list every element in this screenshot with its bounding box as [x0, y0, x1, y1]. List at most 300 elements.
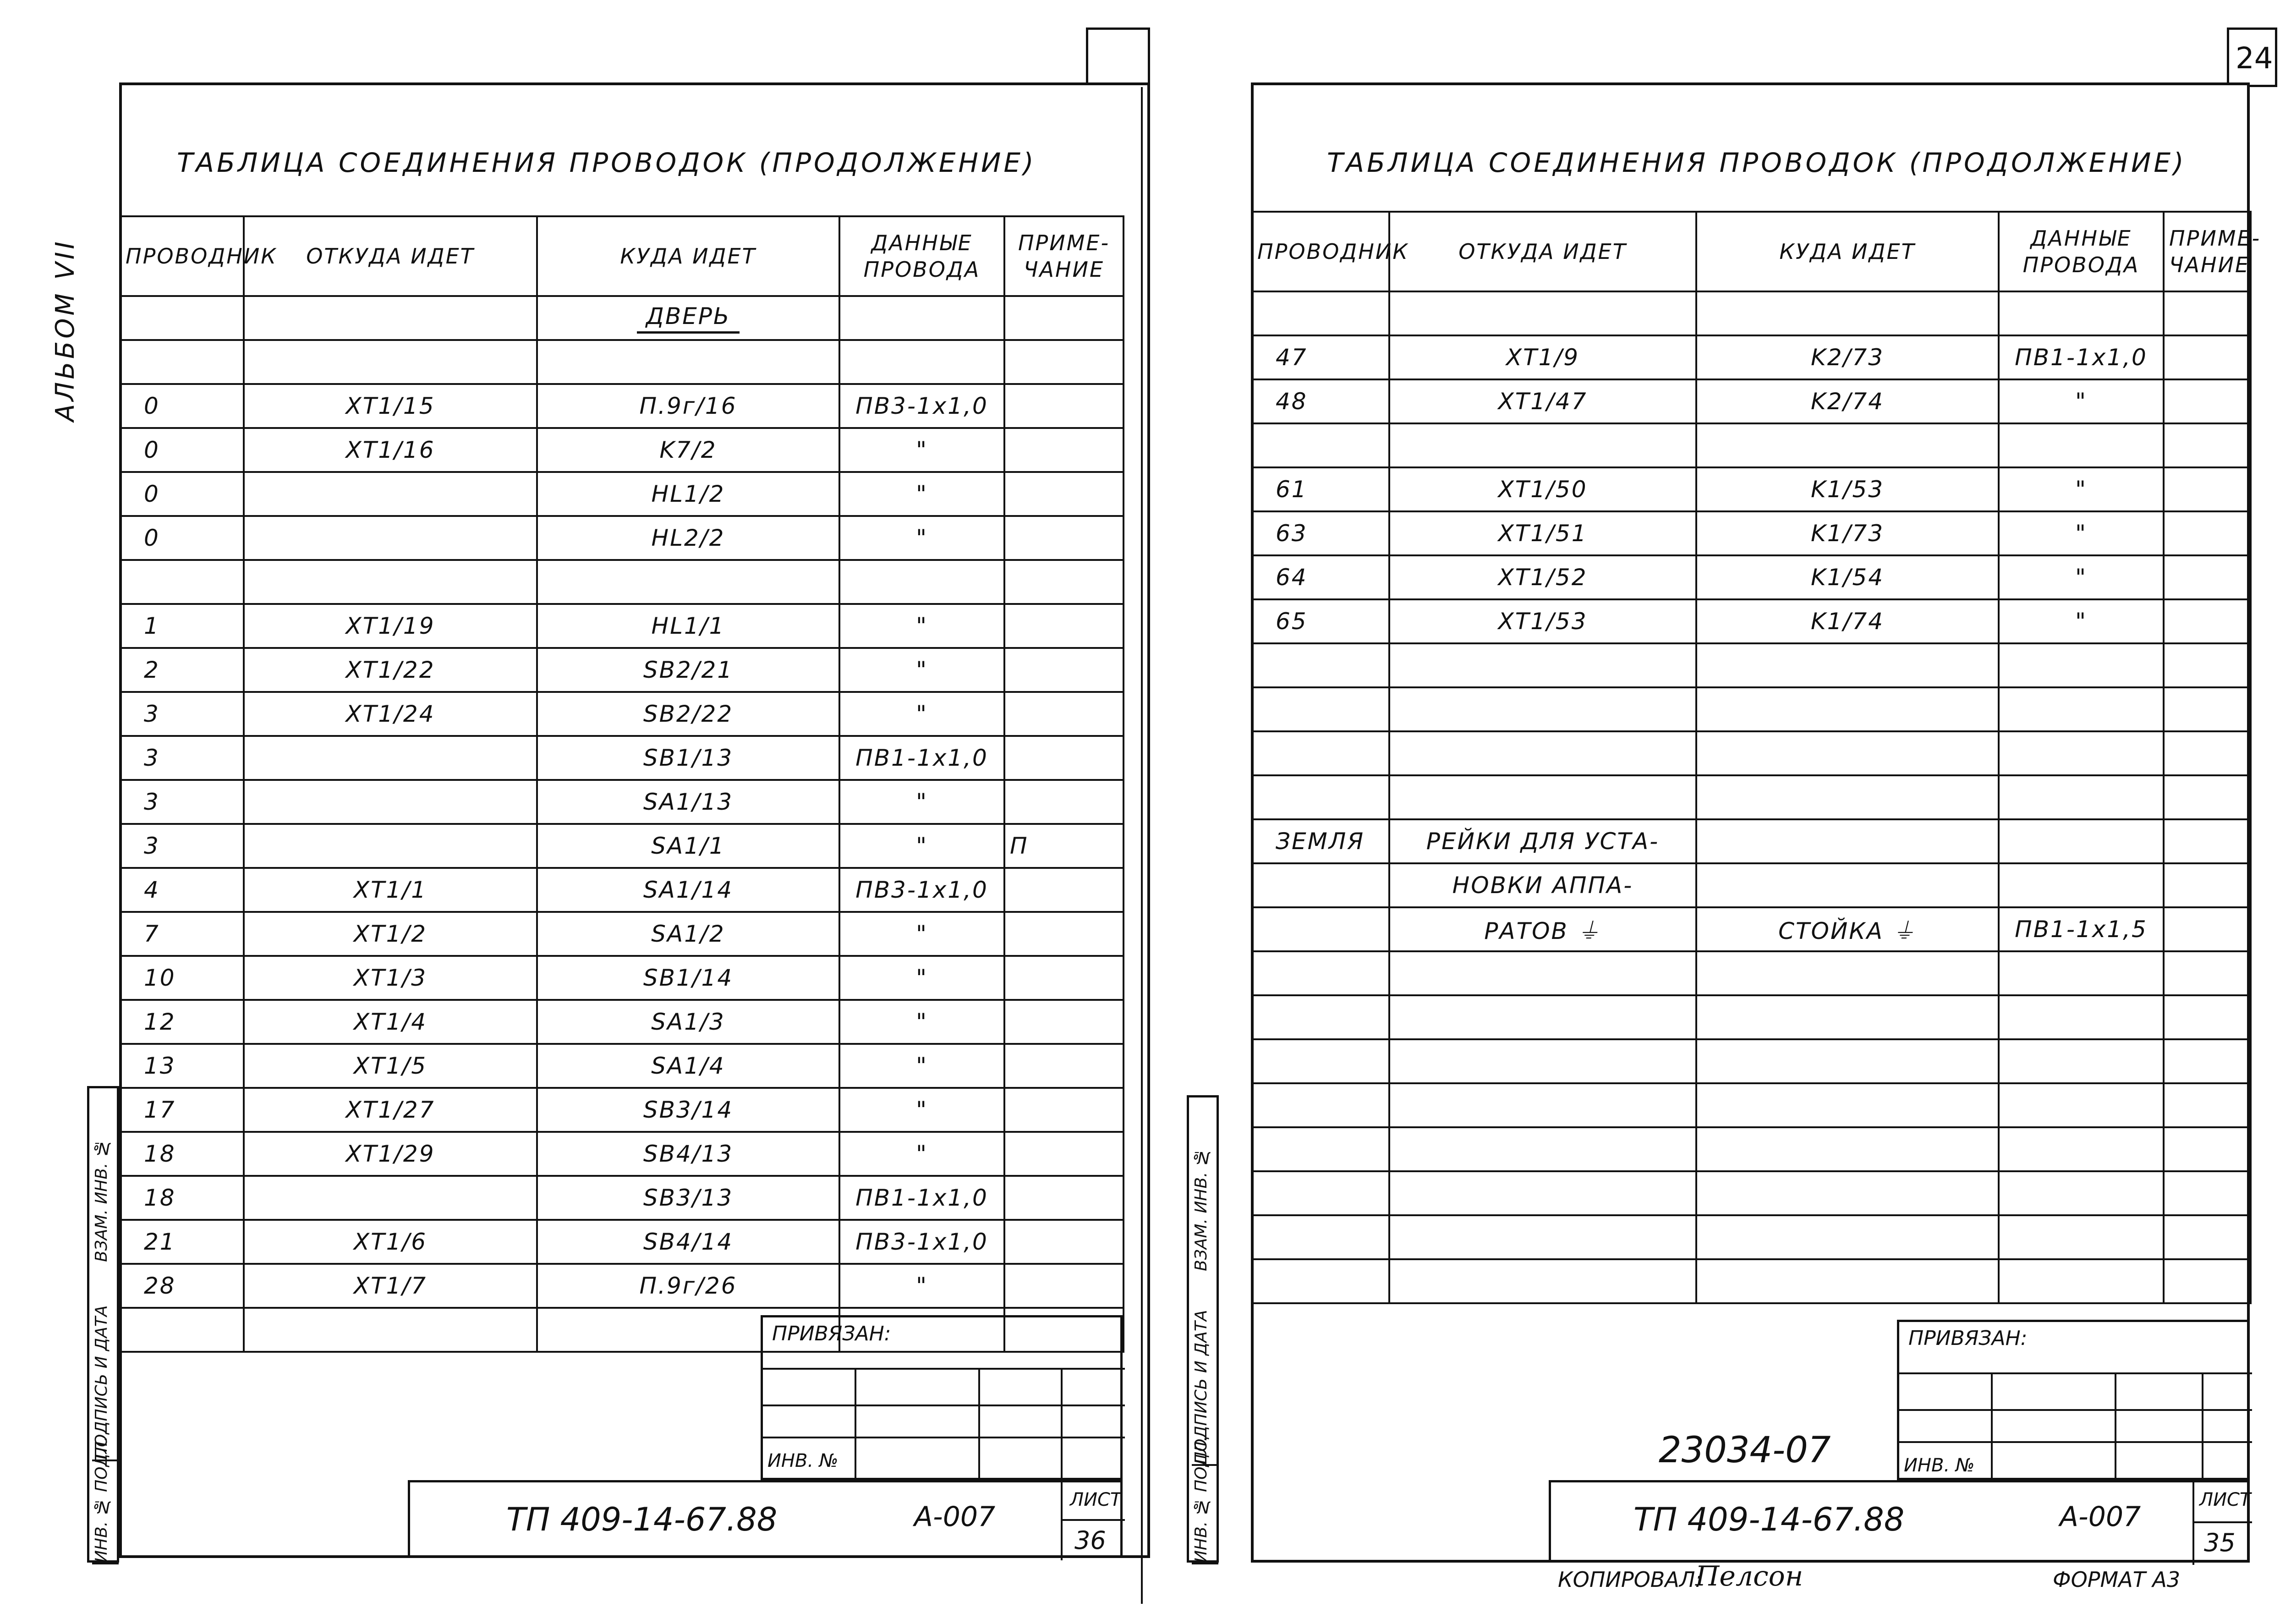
- note-cell: [2164, 1083, 2251, 1127]
- wire-cell: ": [839, 428, 1004, 472]
- wire-cell: [1999, 1127, 2164, 1171]
- note-cell: П: [1004, 824, 1124, 868]
- from-cell: XT1/6: [244, 1220, 537, 1264]
- to-cell: SA1/13: [537, 780, 839, 824]
- note-cell: [1004, 472, 1124, 516]
- header-from: ОТКУДА ИДЕТ: [244, 216, 537, 296]
- from-cell: [1389, 1259, 1696, 1303]
- note-cell: [2164, 1171, 2251, 1215]
- conductor-cell: [1252, 1215, 1389, 1259]
- to-cell: П.9г/16: [537, 384, 839, 428]
- table-row: [120, 428, 1124, 472]
- from-cell: XT1/3: [244, 956, 537, 1000]
- table-row: [1252, 951, 2251, 995]
- from-cell: [1389, 995, 1696, 1039]
- note-cell: [1004, 1000, 1124, 1044]
- to-cell: HL1/1: [537, 604, 839, 648]
- album-label: АЛЬБОМ VII: [50, 239, 80, 422]
- wire-cell: ПВ3-1x1,0: [839, 1220, 1004, 1264]
- wire-cell: [1999, 1083, 2164, 1127]
- left-title: ТАБЛИЦА СОЕДИНЕНИЯ ПРОВОДОК (ПРОДОЛЖЕНИЕ): [177, 147, 1036, 178]
- to-cell: [1696, 1039, 1999, 1083]
- conductor-cell: 13: [120, 1044, 244, 1088]
- copied-by-signature: Пелсон: [1695, 1560, 1803, 1592]
- table-row: [120, 560, 1124, 604]
- conductor-cell: [1252, 995, 1389, 1039]
- header-conductor: ПРОВОДНИК: [120, 216, 244, 296]
- wire-cell: ": [839, 1264, 1004, 1308]
- table-row: [1252, 995, 2251, 1039]
- to-cell: SA1/1: [537, 824, 839, 868]
- table-row: [120, 1132, 1124, 1176]
- table-row: [1252, 511, 2251, 555]
- conductor-cell: [1252, 1039, 1389, 1083]
- copied-by-label: КОПИРОВАЛ:: [1558, 1567, 1702, 1592]
- wire-cell: ": [839, 956, 1004, 1000]
- from-cell: XT1/47: [1389, 379, 1696, 423]
- conductor-cell: 10: [120, 956, 244, 1000]
- table-row: [1252, 379, 2251, 423]
- from-cell: XT1/29: [244, 1132, 537, 1176]
- sheet-number: 35: [2204, 1528, 2236, 1557]
- conductor-cell: [1252, 863, 1389, 907]
- note-cell: [2164, 731, 2251, 775]
- from-cell: XT1/15: [244, 384, 537, 428]
- from-cell: [244, 340, 537, 384]
- side-label-vzam: ВЗАМ. ИНВ. №: [1192, 1148, 1211, 1272]
- conductor-cell: 17: [120, 1088, 244, 1132]
- table-row: [1252, 863, 2251, 907]
- conductor-cell: ЗЕМЛЯ: [1252, 819, 1389, 863]
- note-cell: [2164, 423, 2251, 467]
- to-cell: П.9г/26: [537, 1264, 839, 1308]
- table-row: [1252, 907, 2251, 951]
- to-cell: K1/54: [1696, 555, 1999, 599]
- conductor-cell: [1252, 643, 1389, 687]
- table-row: [120, 340, 1124, 384]
- table-row: [1252, 423, 2251, 467]
- table-row: [1252, 775, 2251, 819]
- note-cell: [2164, 951, 2251, 995]
- to-cell: [1696, 819, 1999, 863]
- from-cell: XT1/52: [1389, 555, 1696, 599]
- right-title: ТАБЛИЦА СОЕДИНЕНИЯ ПРОВОДОК (ПРОДОЛЖЕНИЕ): [1327, 147, 2187, 178]
- to-cell: SB4/14: [537, 1220, 839, 1264]
- conductor-cell: 4: [120, 868, 244, 912]
- table-row: [120, 1088, 1124, 1132]
- conductor-cell: [1252, 1171, 1389, 1215]
- to-cell: K1/74: [1696, 599, 1999, 643]
- note-cell: [1004, 604, 1124, 648]
- from-cell: [244, 560, 537, 604]
- wire-cell: ": [839, 1000, 1004, 1044]
- conductor-cell: [120, 560, 244, 604]
- wire-cell: ": [839, 604, 1004, 648]
- table-row: [1252, 599, 2251, 643]
- to-cell: СТОЙКА ⏚: [1696, 907, 1999, 951]
- wire-cell: [1999, 731, 2164, 775]
- section-heading: ДВЕРЬ: [637, 303, 740, 334]
- to-cell: HL2/2: [537, 516, 839, 560]
- conductor-cell: 3: [120, 824, 244, 868]
- table-row: [120, 604, 1124, 648]
- conductor-cell: [1252, 775, 1389, 819]
- table-row: [120, 824, 1124, 868]
- from-cell: [1389, 643, 1696, 687]
- note-cell: [2164, 819, 2251, 863]
- table-row: [120, 780, 1124, 824]
- conductor-cell: 47: [1252, 335, 1389, 379]
- wire-cell: ": [839, 648, 1004, 692]
- conductor-cell: [1252, 1127, 1389, 1171]
- to-cell: [1696, 291, 1999, 335]
- conductor-cell: 0: [120, 428, 244, 472]
- table-row: [1252, 643, 2251, 687]
- header-note: ПРИМЕ-ЧАНИЕ: [2164, 212, 2251, 291]
- wire-cell: ": [1999, 511, 2164, 555]
- wire-cell: [839, 340, 1004, 384]
- conductor-cell: 18: [120, 1176, 244, 1220]
- table-row: [120, 692, 1124, 736]
- conductor-cell: [120, 1308, 244, 1352]
- wire-cell: [1999, 643, 2164, 687]
- to-cell: SA1/14: [537, 868, 839, 912]
- to-cell: [1696, 687, 1999, 731]
- wire-cell: ПВ3-1x1,0: [839, 868, 1004, 912]
- from-cell: [244, 516, 537, 560]
- header-conductor: ПРОВОДНИК: [1252, 212, 1389, 291]
- from-cell: [1389, 1215, 1696, 1259]
- wire-cell: [1999, 1039, 2164, 1083]
- from-cell: [244, 1176, 537, 1220]
- conductor-cell: 3: [120, 780, 244, 824]
- to-cell: SB2/22: [537, 692, 839, 736]
- to-cell: K7/2: [537, 428, 839, 472]
- wire-cell: ": [839, 1132, 1004, 1176]
- note-cell: [1004, 780, 1124, 824]
- wire-cell: [1999, 863, 2164, 907]
- conductor-cell: 48: [1252, 379, 1389, 423]
- conductor-cell: 28: [120, 1264, 244, 1308]
- note-cell: [1004, 868, 1124, 912]
- left-privyazan-box: [761, 1315, 1123, 1480]
- conductor-cell: 63: [1252, 511, 1389, 555]
- to-cell: SB1/14: [537, 956, 839, 1000]
- to-cell: SA1/4: [537, 1044, 839, 1088]
- doc-number: ТП 409-14-67.88: [1633, 1501, 1905, 1538]
- to-cell: HL1/2: [537, 472, 839, 516]
- from-cell: XT1/2: [244, 912, 537, 956]
- note-cell: [1004, 1220, 1124, 1264]
- conductor-cell: 2: [120, 648, 244, 692]
- to-cell: K2/74: [1696, 379, 1999, 423]
- table-row: [1252, 731, 2251, 775]
- table-row: [1252, 1259, 2251, 1303]
- wire-cell: ": [839, 1088, 1004, 1132]
- note-cell: [2164, 379, 2251, 423]
- note-cell: [1004, 956, 1124, 1000]
- to-cell: SA1/3: [537, 1000, 839, 1044]
- table-row: [1252, 687, 2251, 731]
- left-connection-table: [119, 215, 1124, 1353]
- conductor-cell: [1252, 687, 1389, 731]
- table-row: [120, 1220, 1124, 1264]
- header-to: КУДА ИДЕТ: [1696, 212, 1999, 291]
- from-cell: XT1/22: [244, 648, 537, 692]
- from-cell: XT1/51: [1389, 511, 1696, 555]
- conductor-cell: [1252, 951, 1389, 995]
- from-cell: XT1/1: [244, 868, 537, 912]
- note-cell: [1004, 428, 1124, 472]
- right-side-strip: [1187, 1095, 1219, 1563]
- note-cell: [2164, 555, 2251, 599]
- note-cell: [2164, 1215, 2251, 1259]
- note-cell: [1004, 1264, 1124, 1308]
- wire-cell: [1999, 775, 2164, 819]
- note-cell: [2164, 1039, 2251, 1083]
- right-connection-table: [1251, 211, 2261, 1304]
- from-cell: XT1/24: [244, 692, 537, 736]
- note-cell: [2164, 467, 2251, 511]
- note-cell: [2164, 863, 2251, 907]
- to-cell: [1696, 1259, 1999, 1303]
- note-cell: [2164, 1127, 2251, 1171]
- wire-cell: ПВ1-1x1,5: [1999, 907, 2164, 951]
- note-cell: [1004, 1088, 1124, 1132]
- note-cell: [2164, 1259, 2251, 1303]
- doc-number: ТП 409-14-67.88: [506, 1501, 778, 1538]
- table-row: [120, 868, 1124, 912]
- wire-cell: [1999, 291, 2164, 335]
- from-cell: XT1/5: [244, 1044, 537, 1088]
- note-cell: [2164, 995, 2251, 1039]
- side-label-signature: ПОДПИСЬ И ДАТА: [1192, 1322, 1218, 1466]
- header-from: ОТКУДА ИДЕТ: [1389, 212, 1696, 291]
- table-row: [120, 912, 1124, 956]
- from-cell: XT1/9: [1389, 335, 1696, 379]
- side-label-inv-podl: ИНВ. № ПОДЛ.: [1192, 1464, 1218, 1564]
- header-to: КУДА ИДЕТ: [537, 216, 839, 296]
- from-cell: [1389, 775, 1696, 819]
- note-cell: [1004, 692, 1124, 736]
- from-cell: XT1/50: [1389, 467, 1696, 511]
- side-label-vzam: ВЗАМ. ИНВ. №: [92, 1139, 111, 1262]
- conductor-cell: [1252, 1259, 1389, 1303]
- conductor-cell: 64: [1252, 555, 1389, 599]
- to-cell: [1696, 951, 1999, 995]
- header-wire-data: ДАННЫЕ ПРОВОДА: [1999, 212, 2164, 291]
- to-cell: SB4/13: [537, 1132, 839, 1176]
- wire-cell: ": [1999, 379, 2164, 423]
- wire-cell: [1999, 819, 2164, 863]
- order-number: 23034-07: [1659, 1430, 1831, 1471]
- right-title-block: [1549, 1480, 2250, 1563]
- note-cell: [2164, 335, 2251, 379]
- conductor-cell: 3: [120, 692, 244, 736]
- note-cell: [2164, 291, 2251, 335]
- conductor-cell: 0: [120, 472, 244, 516]
- conductor-cell: 61: [1252, 467, 1389, 511]
- from-cell: [1389, 951, 1696, 995]
- privyazan-label: ПРИВЯЗАН:: [1908, 1327, 2028, 1350]
- note-cell: [1004, 384, 1124, 428]
- note-cell: [2164, 599, 2251, 643]
- to-cell: [1696, 731, 1999, 775]
- page-number: 24: [2236, 42, 2273, 76]
- from-cell: XT1/19: [244, 604, 537, 648]
- header-note: ПРИМЕ-ЧАНИЕ: [1004, 216, 1124, 296]
- right-privyazan-box: [1897, 1320, 2250, 1480]
- from-cell: [1389, 687, 1696, 731]
- from-cell: [1389, 1171, 1696, 1215]
- conductor-cell: 1: [120, 604, 244, 648]
- to-cell: [1696, 643, 1999, 687]
- fold-line: [1141, 87, 1143, 1604]
- doc-code: А-007: [2060, 1501, 2141, 1533]
- wire-cell: ": [839, 1044, 1004, 1088]
- doc-code: А-007: [914, 1501, 996, 1533]
- wire-cell: ПВ1-1x1,0: [839, 736, 1004, 780]
- to-cell: [537, 560, 839, 604]
- side-label-signature: ПОДПИСЬ И ДАТА: [92, 1313, 119, 1461]
- conductor-cell: 0: [120, 384, 244, 428]
- wire-cell: ПВ1-1x1,0: [1999, 335, 2164, 379]
- table-row: [1252, 291, 2251, 335]
- table-row: [120, 384, 1124, 428]
- to-cell: SB1/13: [537, 736, 839, 780]
- from-cell: [244, 736, 537, 780]
- table-row: [120, 648, 1124, 692]
- left-side-strip: [87, 1086, 119, 1563]
- wire-cell: ": [839, 692, 1004, 736]
- conductor-cell: [1252, 1083, 1389, 1127]
- from-cell: XT1/53: [1389, 599, 1696, 643]
- to-cell: SB2/21: [537, 648, 839, 692]
- note-cell: [2164, 775, 2251, 819]
- note-cell: [1004, 912, 1124, 956]
- to-cell: SA1/2: [537, 912, 839, 956]
- to-cell: [1696, 1215, 1999, 1259]
- to-cell: K1/73: [1696, 511, 1999, 555]
- from-cell: [244, 824, 537, 868]
- wire-cell: [1999, 1215, 2164, 1259]
- table-row: [1252, 1171, 2251, 1215]
- table-row: [1252, 1215, 2251, 1259]
- table-row: [120, 1000, 1124, 1044]
- to-cell: SB3/14: [537, 1088, 839, 1132]
- wire-cell: [1999, 1171, 2164, 1215]
- wire-cell: [1999, 951, 2164, 995]
- wire-cell: ": [839, 472, 1004, 516]
- table-row: [1252, 1127, 2251, 1171]
- conductor-cell: [1252, 731, 1389, 775]
- note-cell: [1004, 1044, 1124, 1088]
- conductor-cell: 0: [120, 516, 244, 560]
- table-row: [120, 956, 1124, 1000]
- table-row: [1252, 555, 2251, 599]
- to-cell: [1696, 423, 1999, 467]
- table-row: [120, 1176, 1124, 1220]
- table-row: [1252, 1039, 2251, 1083]
- wire-cell: ": [1999, 467, 2164, 511]
- wire-cell: ПВ1-1x1,0: [839, 1176, 1004, 1220]
- wire-cell: ": [839, 780, 1004, 824]
- from-cell: XT1/7: [244, 1264, 537, 1308]
- note-cell: [1004, 1176, 1124, 1220]
- conductor-cell: 21: [120, 1220, 244, 1264]
- format-label: ФОРМАТ А3: [2053, 1567, 2181, 1592]
- conductor-cell: 18: [120, 1132, 244, 1176]
- table-row: [120, 1264, 1124, 1308]
- page-number-box: [2227, 27, 2277, 87]
- sheet-number: 36: [1074, 1526, 1106, 1555]
- sheet-label: ЛИСТ: [2199, 1489, 2251, 1510]
- to-cell: [1696, 863, 1999, 907]
- to-cell: [1696, 1127, 1999, 1171]
- from-cell: [1389, 1127, 1696, 1171]
- table-row: [120, 296, 1124, 340]
- conductor-cell: 12: [120, 1000, 244, 1044]
- from-cell: [1389, 291, 1696, 335]
- from-cell: XT1/16: [244, 428, 537, 472]
- note-cell: [1004, 648, 1124, 692]
- corner-box: [1086, 27, 1150, 87]
- side-label-inv-podl: ИНВ. № ПОДЛ.: [92, 1459, 119, 1564]
- to-cell: [537, 340, 839, 384]
- from-cell: РАТОВ ⏚: [1389, 907, 1696, 951]
- conductor-cell: 3: [120, 736, 244, 780]
- table-row: [1252, 819, 2251, 863]
- to-cell: [1696, 1083, 1999, 1127]
- wire-cell: [1999, 423, 2164, 467]
- wire-cell: ": [1999, 599, 2164, 643]
- table-row: [1252, 335, 2251, 379]
- to-cell: [1696, 1171, 1999, 1215]
- table-row: [1252, 467, 2251, 511]
- note-cell: [1004, 516, 1124, 560]
- note-cell: [2164, 511, 2251, 555]
- wire-cell: [1999, 687, 2164, 731]
- inv-label: ИНВ. №: [767, 1450, 839, 1471]
- right-header-row: [1252, 212, 2251, 291]
- from-cell: XT1/27: [244, 1088, 537, 1132]
- note-cell: [1004, 736, 1124, 780]
- from-cell: РЕЙКИ ДЛЯ УСТА-: [1389, 819, 1696, 863]
- note-cell: [1004, 340, 1124, 384]
- sheet-label: ЛИСТ: [1070, 1489, 1122, 1510]
- conductor-cell: [120, 340, 244, 384]
- note-cell: [1004, 560, 1124, 604]
- from-cell: [1389, 1039, 1696, 1083]
- table-row: [120, 472, 1124, 516]
- wire-cell: [1999, 995, 2164, 1039]
- wire-cell: [1999, 1259, 2164, 1303]
- note-cell: [2164, 643, 2251, 687]
- to-cell: [1696, 995, 1999, 1039]
- wire-cell: ": [839, 516, 1004, 560]
- from-cell: [1389, 731, 1696, 775]
- conductor-cell: 7: [120, 912, 244, 956]
- to-cell: SB3/13: [537, 1176, 839, 1220]
- conductor-cell: [1252, 291, 1389, 335]
- table-row: [120, 1044, 1124, 1088]
- from-cell: XT1/4: [244, 1000, 537, 1044]
- from-cell: [244, 1308, 537, 1352]
- left-title-block: [408, 1480, 1123, 1558]
- note-cell: [2164, 687, 2251, 731]
- inv-label: ИНВ. №: [1904, 1455, 1975, 1476]
- to-cell: [1696, 775, 1999, 819]
